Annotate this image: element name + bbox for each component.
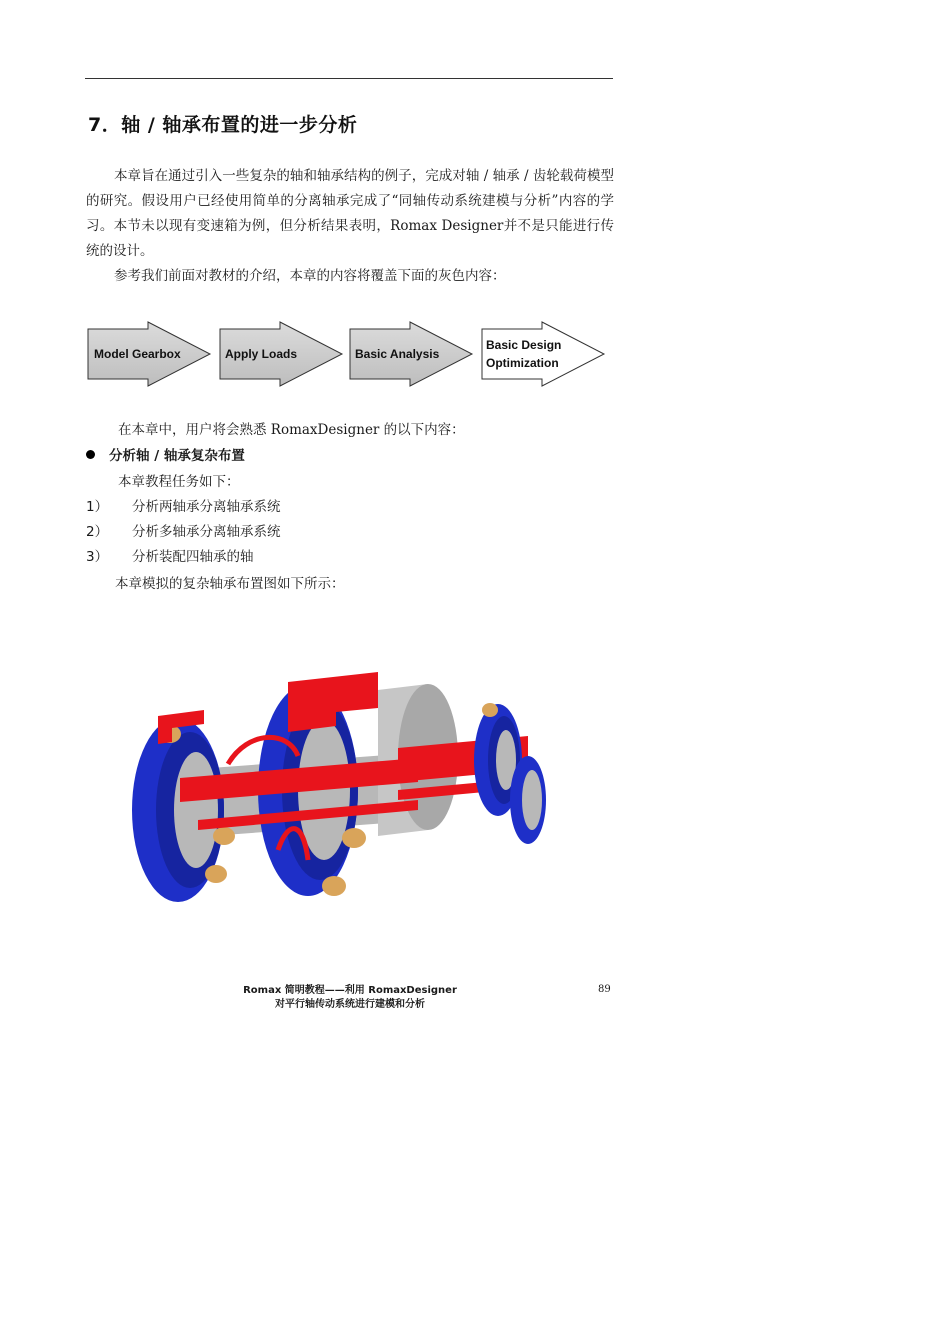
task-text: 分析装配四轴承的轴 (132, 549, 254, 565)
flow-step-label: Model Gearbox (94, 347, 181, 361)
flow-step-model-gearbox (88, 322, 210, 386)
task-text: 分析两轴承分离轴承系统 (132, 499, 281, 515)
flow-step-basic-analysis (350, 322, 472, 386)
footer-line-2: 对平行轴传动系统进行建模和分析 (275, 999, 425, 1010)
figure-intro: 本章模拟的复杂轴承布置图如下所示： (115, 576, 345, 592)
bullet-item (86, 444, 245, 464)
flow-step-label-line2: Optimization (486, 356, 559, 370)
bearing-left (132, 710, 235, 902)
roller (322, 876, 346, 896)
flow-step-apply-loads (220, 322, 342, 386)
roller (205, 865, 227, 883)
tasks-intro: 本章教程任务如下： (118, 474, 240, 490)
bearing-arrangement-figure (128, 660, 548, 910)
roller (213, 827, 235, 845)
chapter-goals-intro: 在本章中，用户将会熟悉 RomaxDesigner 的以下内容： (118, 422, 465, 438)
roller (482, 703, 498, 717)
task-number: 2） (86, 524, 109, 540)
chapter-heading: 7．轴 / 轴承布置的进一步分析 (88, 114, 358, 136)
scope-paragraph: 参考我们前面对教材的介绍，本章的内容将覆盖下面的灰色内容： (114, 268, 506, 284)
bearing-right (474, 703, 546, 844)
bullet-dot-icon (86, 450, 95, 459)
flow-step-label: Basic Analysis (355, 347, 440, 361)
task-item (86, 495, 281, 515)
bullet-text: 分析轴 / 轴承复杂布置 (109, 448, 245, 464)
footer-line-1: Romax 简明教程——利用 RomaxDesigner (243, 985, 457, 996)
page-number: 89 (598, 984, 611, 995)
task-text: 分析多轴承分离轴承系统 (132, 524, 281, 540)
flow-step-label: Basic Design (486, 338, 562, 352)
page-footer (200, 984, 500, 1012)
task-item (86, 545, 254, 565)
roller (342, 828, 366, 848)
workflow-diagram (86, 318, 616, 390)
flow-step-basic-design-optimization (482, 322, 604, 386)
intro-paragraph: 本章旨在通过引入一些复杂的轴和轴承结构的例子，完成对轴 / 轴承 / 齿轮载荷模型的研究。假设用户已经使用简单的分离轴承完成了“同轴传动系统建模与分析”内容的学习。本节未以现有变速箱为例，但分析结果表明，Romax Designer并不是只能进行传统的设计。 (86, 168, 614, 259)
header-rule (85, 78, 613, 79)
flow-step-label: Apply Loads (225, 347, 298, 361)
task-number: 1） (86, 499, 109, 515)
task-number: 3） (86, 549, 109, 565)
task-item (86, 520, 281, 540)
